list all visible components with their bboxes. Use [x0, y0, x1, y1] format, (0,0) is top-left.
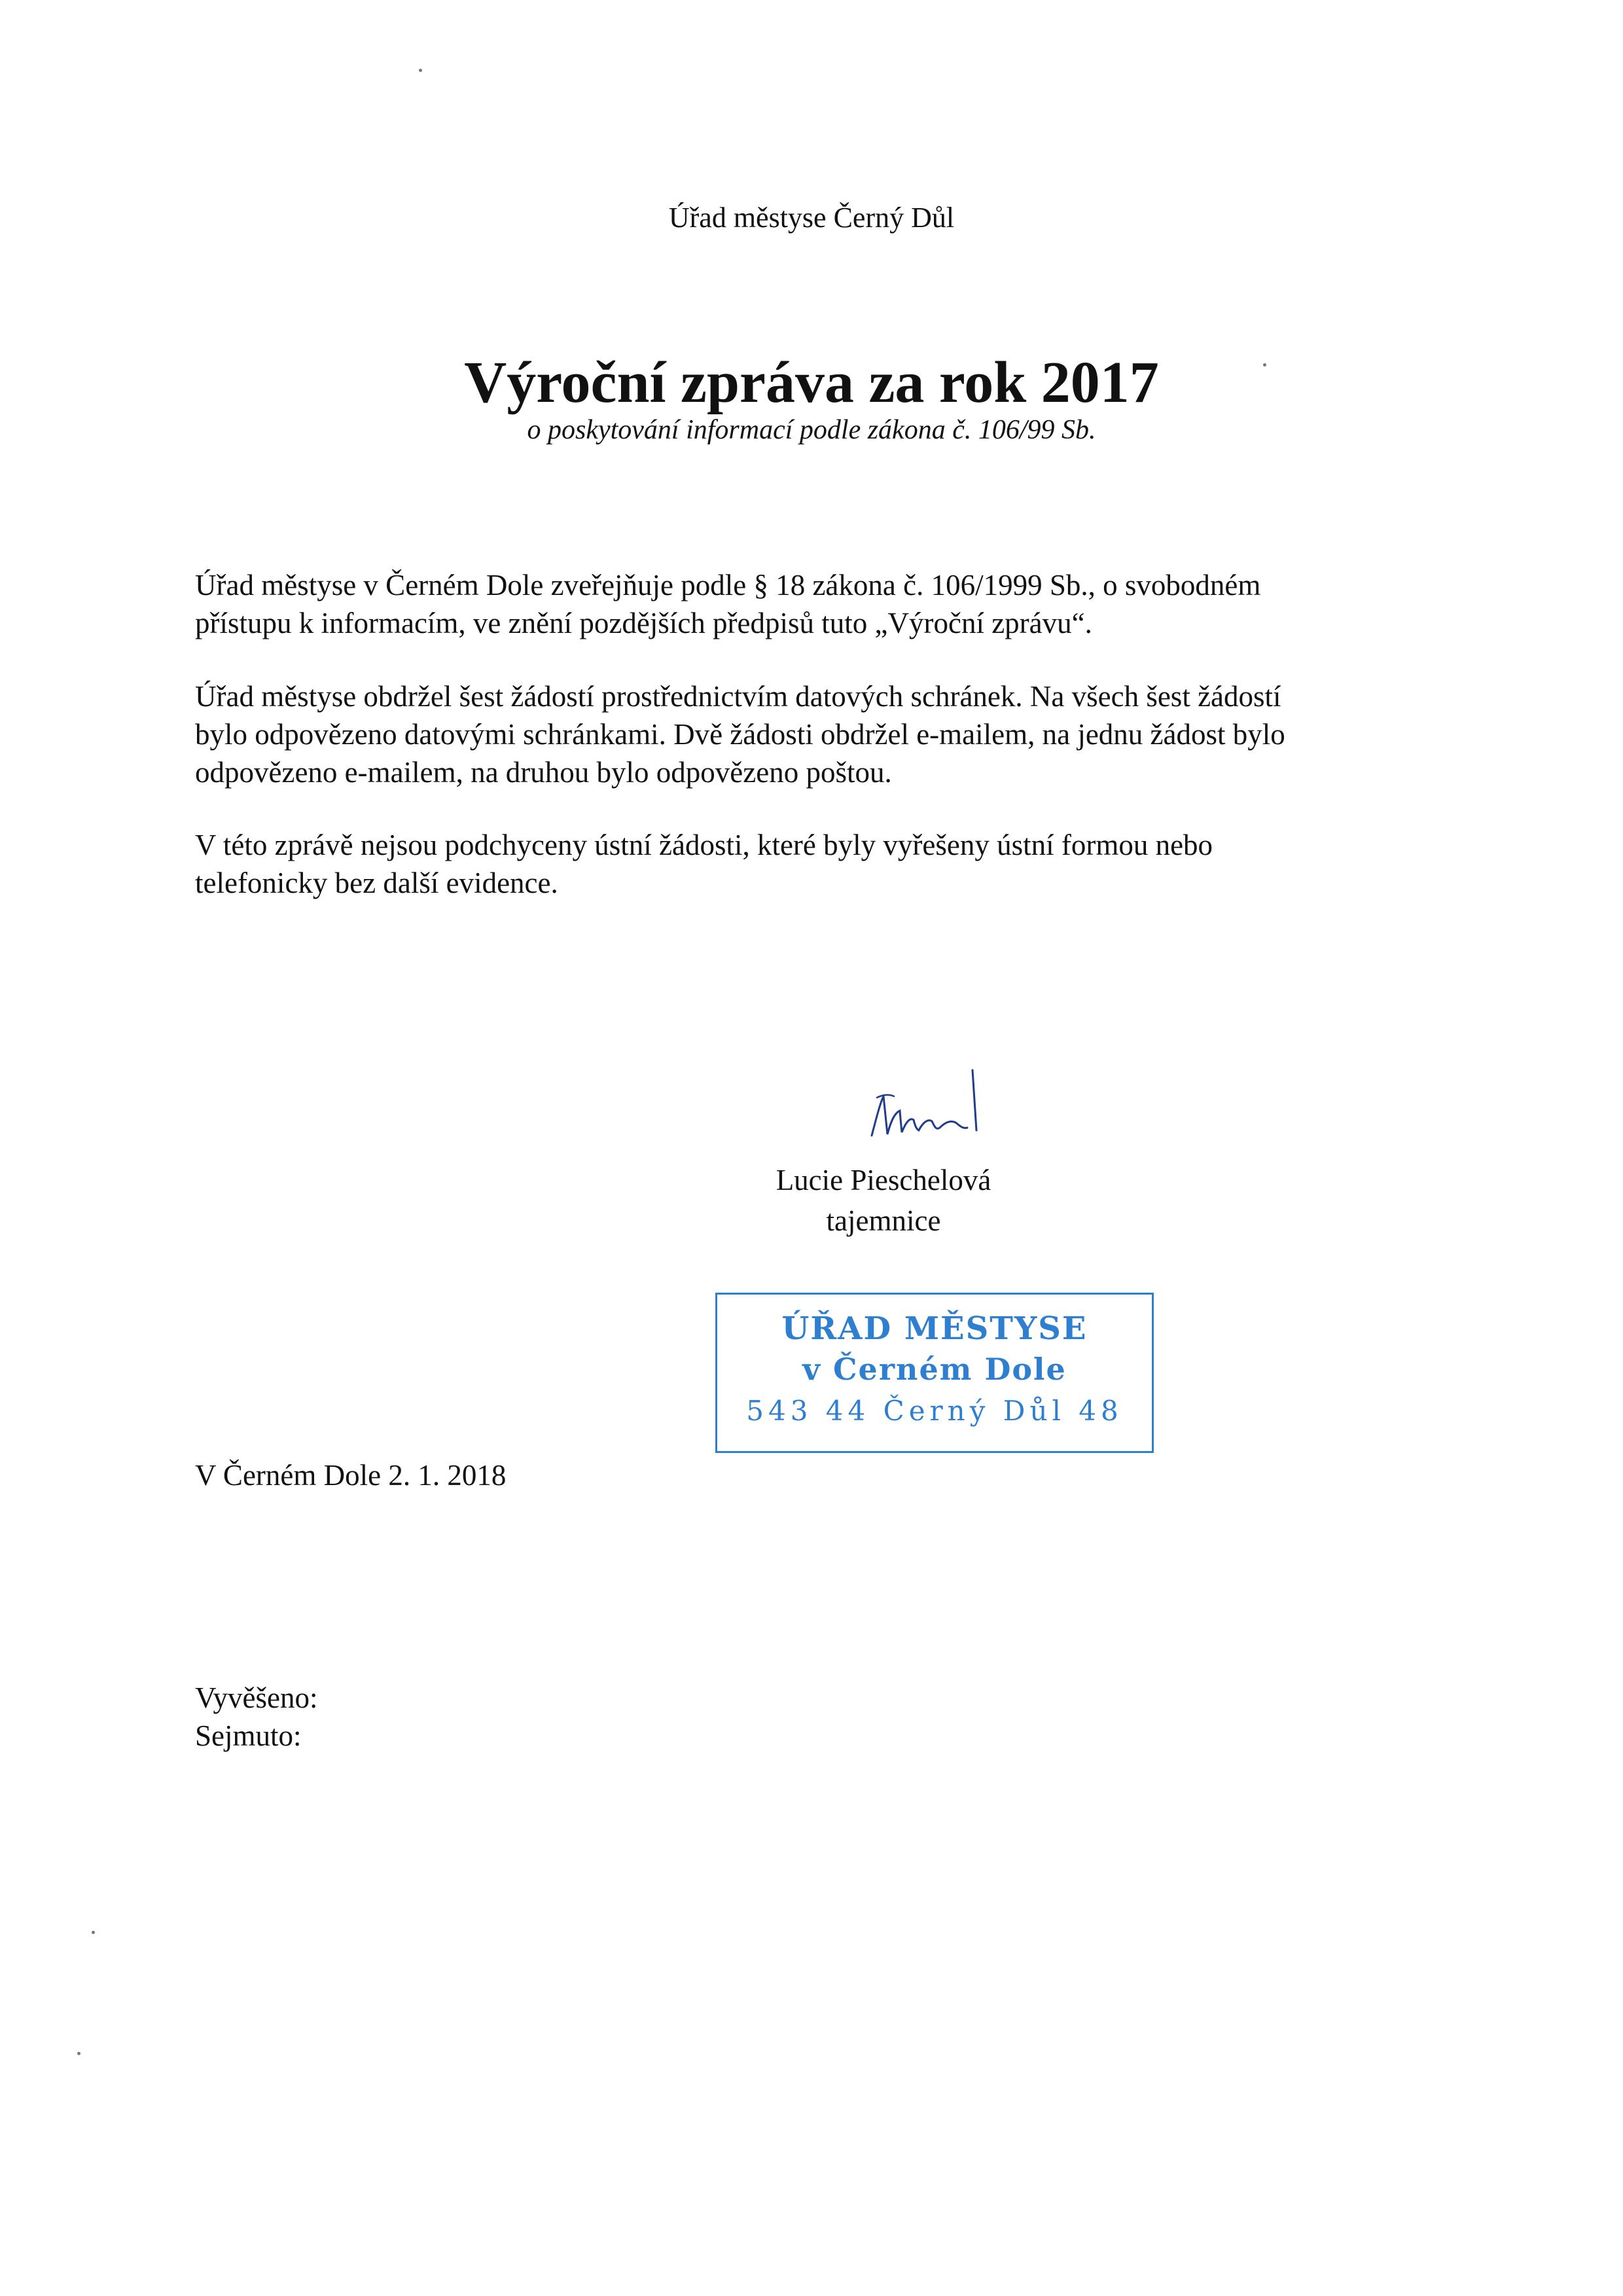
office-name: Úřad městyse Černý Důl [668, 202, 955, 234]
signer-role: tajemnice [826, 1204, 941, 1237]
paragraph-line: odpovězeno e-mailem, na druhou bylo odpovězeno poštou. [195, 756, 892, 789]
paragraph-line: Úřad městyse obdržel šest žádostí prostřednictvím datových schránek. Na všech šest žádostí [195, 680, 1281, 713]
place-and-date: V Černém Dole 2. 1. 2018 [195, 1459, 507, 1492]
scan-speck [1263, 363, 1266, 367]
paragraph-line: přístupu k informacím, ve znění pozdějších předpisů tuto „Výroční zprávu“. [195, 607, 1092, 639]
scan-speck [92, 1931, 95, 1934]
document-subtitle: o poskytování informací podle zákona č. 106/99 Sb. [527, 415, 1096, 445]
stamp-line-2: v Černém Dole [802, 1352, 1067, 1387]
handwritten-signature [864, 1057, 995, 1149]
document-title: Výroční zpráva za rok 2017 [464, 350, 1159, 415]
official-stamp [715, 1293, 1154, 1453]
scan-speck [419, 69, 422, 72]
removed-label: Sejmuto: [195, 1719, 302, 1752]
stamp-line-3: 543 44 Černý Důl 48 [746, 1395, 1123, 1427]
paragraph-line: bylo odpovězeno datovými schránkami. Dvě žádosti obdržel e-mailem, na jednu žádost bylo [195, 718, 1285, 751]
signer-name: Lucie Pieschelová [776, 1164, 991, 1196]
stamp-line-1: ÚŘAD MĚSTYSE [781, 1310, 1088, 1347]
paragraph-2 [195, 677, 1438, 791]
scan-speck [77, 2052, 80, 2055]
posted-label: Vyvěšeno: [195, 1681, 318, 1714]
signer-block [720, 1160, 1047, 1241]
paragraph-line: V této zprávě nejsou podchyceny ústní žádosti, které byly vyřešeny ústní formou nebo [195, 829, 1213, 861]
paragraph-1 [195, 566, 1438, 642]
paragraph-line: Úřad městyse v Černém Dole zveřejňuje podle § 18 zákona č. 106/1999 Sb., o svobodném [195, 569, 1261, 601]
paragraph-3 [195, 826, 1438, 902]
paragraph-line: telefonicky bez další evidence. [195, 867, 558, 899]
